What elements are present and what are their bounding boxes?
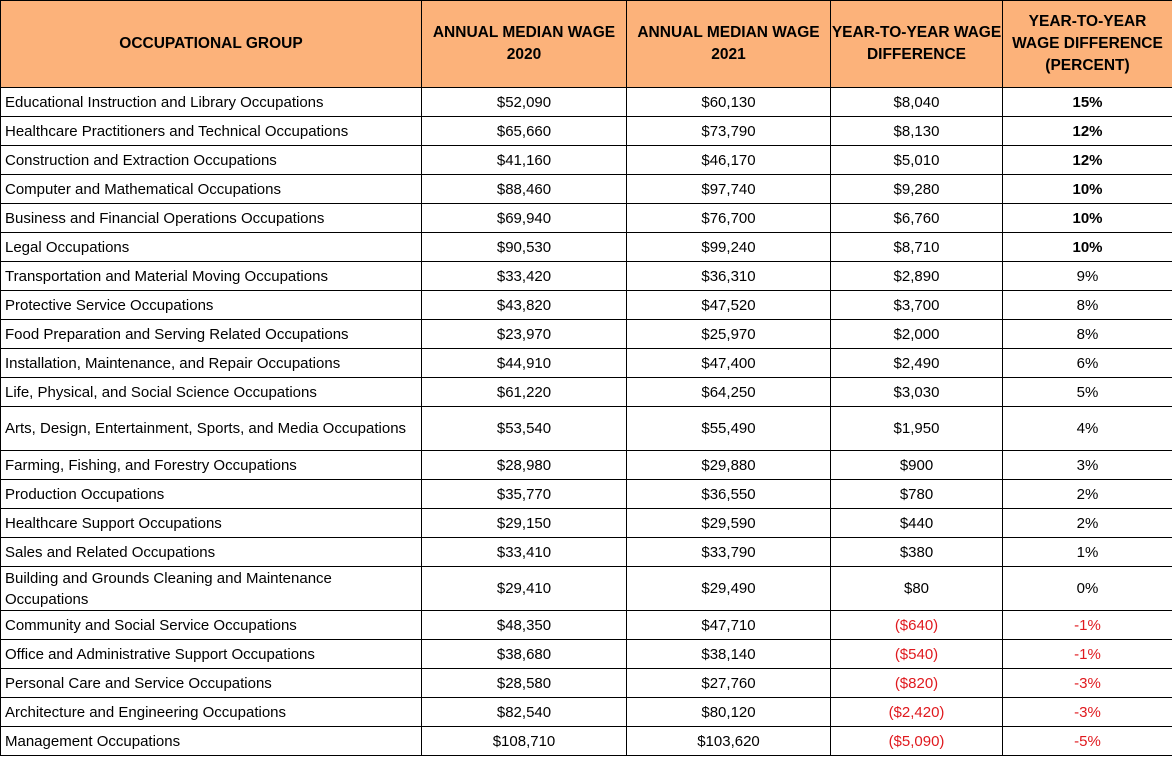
wage-difference-cell: $8,130 <box>831 117 1003 146</box>
wage-difference-cell: $5,010 <box>831 146 1003 175</box>
table-row <box>1 538 1172 567</box>
wage-difference-percent-cell: -3% <box>1003 669 1172 698</box>
wage-2021-cell: $36,310 <box>627 262 831 291</box>
wage-difference-percent-cell: -1% <box>1003 611 1172 640</box>
occupational-group-cell: Healthcare Practitioners and Technical Occupations <box>1 117 422 146</box>
wage-difference-cell: $3,700 <box>831 291 1003 320</box>
wage-difference-percent-cell: 0% <box>1003 567 1172 611</box>
wage-difference-percent-cell: 15% <box>1003 88 1172 117</box>
wage-2020-cell: $29,410 <box>422 567 627 611</box>
table-row <box>1 378 1172 407</box>
wage-2020-cell: $65,660 <box>422 117 627 146</box>
occupational-group-cell: Architecture and Engineering Occupations <box>1 698 422 727</box>
wage-difference-cell: $780 <box>831 480 1003 509</box>
occupational-group-cell: Office and Administrative Support Occupations <box>1 640 422 669</box>
header-row <box>1 1 1172 88</box>
wage-2021-cell: $46,170 <box>627 146 831 175</box>
occupational-group-cell: Arts, Design, Entertainment, Sports, and Media Occupations <box>1 407 422 451</box>
table-row <box>1 88 1172 117</box>
header-wage-difference: YEAR-TO-YEAR WAGE DIFFERENCE <box>831 1 1003 88</box>
wage-difference-percent-cell: 4% <box>1003 407 1172 451</box>
wage-2020-cell: $33,420 <box>422 262 627 291</box>
table-row <box>1 669 1172 698</box>
wage-2020-cell: $61,220 <box>422 378 627 407</box>
header-wage-2020: ANNUAL MEDIAN WAGE 2020 <box>422 1 627 88</box>
wage-difference-cell: $8,040 <box>831 88 1003 117</box>
wage-2021-cell: $47,400 <box>627 349 831 378</box>
wage-difference-cell: $2,490 <box>831 349 1003 378</box>
table-row <box>1 349 1172 378</box>
wage-2021-cell: $64,250 <box>627 378 831 407</box>
wage-difference-cell: ($5,090) <box>831 727 1003 756</box>
header-wage-difference-percent: YEAR-TO-YEAR WAGE DIFFERENCE (PERCENT) <box>1003 1 1172 88</box>
table-body <box>1 88 1172 756</box>
table-row <box>1 480 1172 509</box>
wage-2020-cell: $23,970 <box>422 320 627 349</box>
wage-2021-cell: $33,790 <box>627 538 831 567</box>
wage-difference-percent-cell: 3% <box>1003 451 1172 480</box>
wage-difference-percent-cell: 12% <box>1003 146 1172 175</box>
table-row <box>1 698 1172 727</box>
wage-2020-cell: $69,940 <box>422 204 627 233</box>
occupational-group-cell: Educational Instruction and Library Occupations <box>1 88 422 117</box>
wage-2021-cell: $99,240 <box>627 233 831 262</box>
wage-difference-cell: $6,760 <box>831 204 1003 233</box>
wage-2020-cell: $41,160 <box>422 146 627 175</box>
wage-difference-percent-cell: -1% <box>1003 640 1172 669</box>
wage-2021-cell: $27,760 <box>627 669 831 698</box>
table-row <box>1 117 1172 146</box>
wage-difference-percent-cell: 9% <box>1003 262 1172 291</box>
wage-difference-percent-cell: -5% <box>1003 727 1172 756</box>
header-wage-2021: ANNUAL MEDIAN WAGE 2021 <box>627 1 831 88</box>
occupational-group-cell: Production Occupations <box>1 480 422 509</box>
wage-2021-cell: $55,490 <box>627 407 831 451</box>
wage-difference-cell: $1,950 <box>831 407 1003 451</box>
occupational-group-cell: Legal Occupations <box>1 233 422 262</box>
wage-2021-cell: $47,710 <box>627 611 831 640</box>
wage-2021-cell: $73,790 <box>627 117 831 146</box>
wage-difference-cell: $900 <box>831 451 1003 480</box>
table-row <box>1 451 1172 480</box>
table-row <box>1 233 1172 262</box>
occupational-group-cell: Healthcare Support Occupations <box>1 509 422 538</box>
wage-difference-cell: ($820) <box>831 669 1003 698</box>
occupational-group-cell: Transportation and Material Moving Occupations <box>1 262 422 291</box>
wage-2020-cell: $90,530 <box>422 233 627 262</box>
wage-2021-cell: $29,590 <box>627 509 831 538</box>
wage-difference-percent-cell: 10% <box>1003 204 1172 233</box>
table-row <box>1 204 1172 233</box>
wage-2021-cell: $76,700 <box>627 204 831 233</box>
wage-difference-cell: $2,000 <box>831 320 1003 349</box>
wage-difference-percent-cell: -3% <box>1003 698 1172 727</box>
wage-2021-cell: $60,130 <box>627 88 831 117</box>
wage-2021-cell: $29,880 <box>627 451 831 480</box>
occupational-group-cell: Computer and Mathematical Occupations <box>1 175 422 204</box>
wage-2020-cell: $108,710 <box>422 727 627 756</box>
wage-difference-cell: $440 <box>831 509 1003 538</box>
wage-difference-percent-cell: 5% <box>1003 378 1172 407</box>
wage-difference-percent-cell: 6% <box>1003 349 1172 378</box>
occupational-group-cell: Construction and Extraction Occupations <box>1 146 422 175</box>
table-row <box>1 291 1172 320</box>
wage-2021-cell: $80,120 <box>627 698 831 727</box>
table-row <box>1 611 1172 640</box>
occupational-group-cell: Business and Financial Operations Occupations <box>1 204 422 233</box>
occupational-group-cell: Installation, Maintenance, and Repair Occupations <box>1 349 422 378</box>
occupational-group-cell: Management Occupations <box>1 727 422 756</box>
wage-2020-cell: $52,090 <box>422 88 627 117</box>
wage-2020-cell: $28,580 <box>422 669 627 698</box>
wage-2021-cell: $29,490 <box>627 567 831 611</box>
occupational-group-cell: Building and Grounds Cleaning and Maintenance Occupations <box>1 567 422 611</box>
wage-difference-percent-cell: 10% <box>1003 233 1172 262</box>
occupational-group-cell: Food Preparation and Serving Related Occupations <box>1 320 422 349</box>
wage-difference-percent-cell: 8% <box>1003 291 1172 320</box>
wage-2020-cell: $82,540 <box>422 698 627 727</box>
table-row <box>1 567 1172 611</box>
wage-2020-cell: $28,980 <box>422 451 627 480</box>
wage-2021-cell: $103,620 <box>627 727 831 756</box>
wage-difference-cell: $380 <box>831 538 1003 567</box>
wage-2020-cell: $35,770 <box>422 480 627 509</box>
wage-difference-percent-cell: 12% <box>1003 117 1172 146</box>
wage-2020-cell: $33,410 <box>422 538 627 567</box>
header-occupational-group: OCCUPATIONAL GROUP <box>1 1 422 88</box>
wage-2020-cell: $29,150 <box>422 509 627 538</box>
wage-2020-cell: $48,350 <box>422 611 627 640</box>
table-header <box>1 1 1172 88</box>
wage-difference-percent-cell: 2% <box>1003 480 1172 509</box>
occupational-group-cell: Life, Physical, and Social Science Occupations <box>1 378 422 407</box>
wage-difference-cell: ($540) <box>831 640 1003 669</box>
wage-2021-cell: $36,550 <box>627 480 831 509</box>
table-row <box>1 175 1172 204</box>
occupational-group-cell: Sales and Related Occupations <box>1 538 422 567</box>
table-row <box>1 262 1172 291</box>
table-row <box>1 407 1172 451</box>
wage-difference-percent-cell: 8% <box>1003 320 1172 349</box>
wage-difference-cell: ($640) <box>831 611 1003 640</box>
wage-difference-percent-cell: 2% <box>1003 509 1172 538</box>
table-row <box>1 146 1172 175</box>
wage-difference-cell: $9,280 <box>831 175 1003 204</box>
wage-2020-cell: $53,540 <box>422 407 627 451</box>
table-row <box>1 320 1172 349</box>
occupational-group-cell: Community and Social Service Occupations <box>1 611 422 640</box>
wage-difference-cell: $8,710 <box>831 233 1003 262</box>
wage-2020-cell: $44,910 <box>422 349 627 378</box>
wage-difference-cell: $2,890 <box>831 262 1003 291</box>
table-row <box>1 509 1172 538</box>
wage-difference-percent-cell: 10% <box>1003 175 1172 204</box>
wage-2021-cell: $47,520 <box>627 291 831 320</box>
table-row <box>1 640 1172 669</box>
occupational-group-cell: Personal Care and Service Occupations <box>1 669 422 698</box>
wage-difference-cell: $3,030 <box>831 378 1003 407</box>
wage-2021-cell: $97,740 <box>627 175 831 204</box>
wage-2021-cell: $25,970 <box>627 320 831 349</box>
wage-2021-cell: $38,140 <box>627 640 831 669</box>
wage-difference-cell: ($2,420) <box>831 698 1003 727</box>
wage-difference-cell: $80 <box>831 567 1003 611</box>
wage-2020-cell: $43,820 <box>422 291 627 320</box>
wage-difference-percent-cell: 1% <box>1003 538 1172 567</box>
wage-2020-cell: $88,460 <box>422 175 627 204</box>
wage-2020-cell: $38,680 <box>422 640 627 669</box>
table-row <box>1 727 1172 756</box>
occupational-group-cell: Protective Service Occupations <box>1 291 422 320</box>
occupational-group-cell: Farming, Fishing, and Forestry Occupations <box>1 451 422 480</box>
